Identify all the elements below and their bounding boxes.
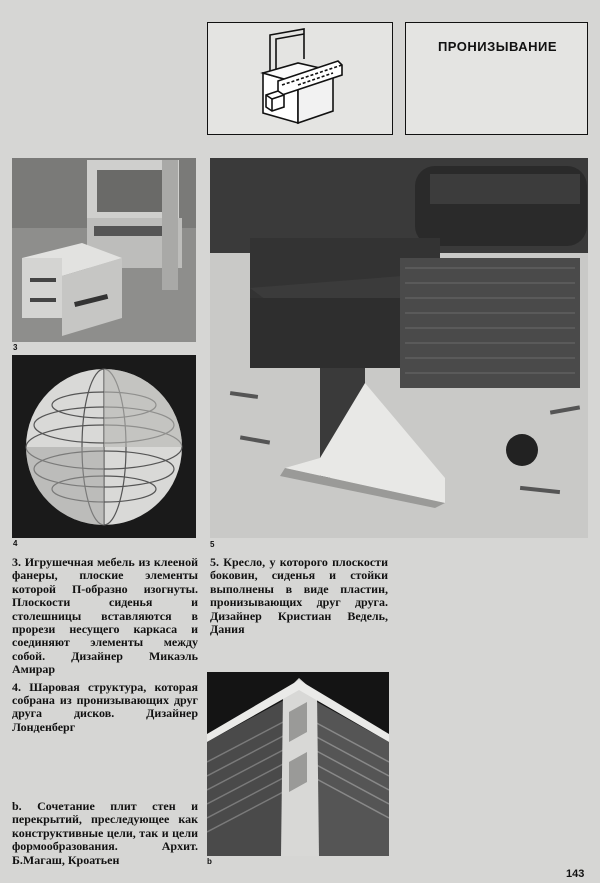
caption-left-column: [12, 556, 198, 738]
photo-toy-furniture: [12, 158, 196, 342]
photo-disc-sphere: [12, 355, 196, 538]
photo-building-corner: [207, 672, 389, 856]
heading-frame: [405, 22, 588, 135]
page-heading: ПРОНИЗЫВАНИЕ: [437, 39, 558, 54]
caption-figure-3: 3. Игрушечная мебель из клееной фанеры, плоские элементы которой П-образно изогнуты. Плоскости сиденья и столешницы вставляются в прорези несущего каркаса и соединяют элементы между собой. Дизайнер Микаэль Амирар: [12, 555, 198, 677]
caption-figure-4: 4. Шаровая структура, которая собрана из пронизывающих друг друга дисков. Дизайнер Лонденберг: [12, 679, 198, 734]
caption-figure-5: 5. Кресло, у которого плоскости боковин, сиденья и стойки выполнены в виде пластин, пронизывающих друг друга. Дизайнер Кристиан Ведель, Дания: [210, 555, 388, 637]
figure-number-b: b: [207, 857, 212, 866]
figure-number-5: 5: [210, 540, 215, 549]
pierced-box-diagram-icon: [208, 23, 391, 133]
figure-number-3: 3: [13, 343, 18, 352]
caption-figure-b: b. Сочетание плит стен и перекрытий, преследующее как конструктивные цели, так и цели формообразования. Архит. Б.Магаш, Кроатьен: [12, 799, 198, 867]
page-number: 143: [566, 868, 585, 880]
photo-armchair: [210, 158, 588, 538]
diagram-frame: [207, 22, 393, 135]
figure-number-4: 4: [13, 539, 18, 548]
